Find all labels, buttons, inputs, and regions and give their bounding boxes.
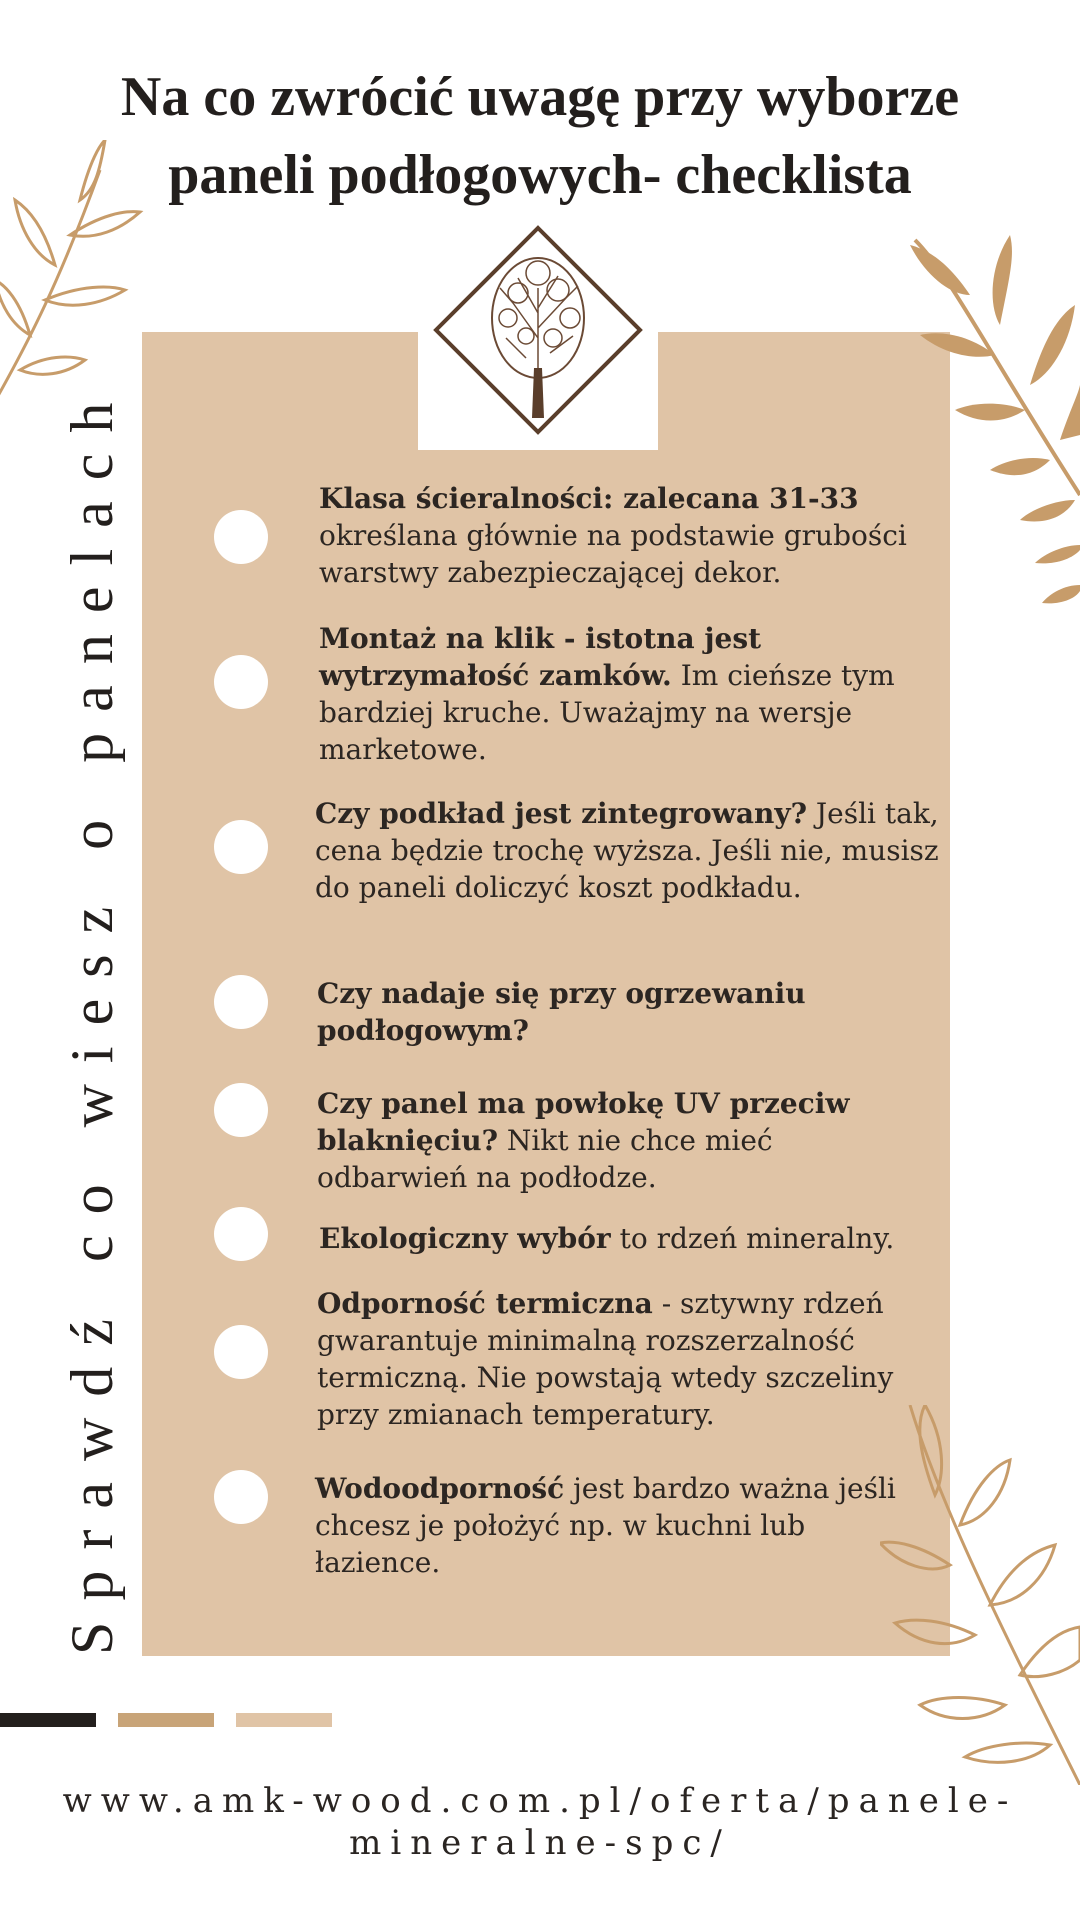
side-heading: Sprawdź co wiesz o panelach xyxy=(59,381,125,1655)
checklist-bullet[interactable] xyxy=(214,1207,268,1261)
item-description: - sztywny rdzeń gwarantuje minimalną rozszerzalność termiczną. Nie powstają wtedy szczeliny przy zmianach temperatury. xyxy=(317,1287,894,1431)
tree-logo-icon xyxy=(418,218,658,450)
checklist-item xyxy=(319,620,919,768)
checklist-item xyxy=(317,975,837,1049)
item-title: Czy panel ma powłokę UV przeciw blaknięciu? xyxy=(317,1087,850,1157)
item-title: Ekologiczny wybór xyxy=(319,1222,611,1255)
item-title: Wodoodporność xyxy=(315,1472,565,1505)
item-title: Czy nadaje się przy ogrzewaniu podłogowym? xyxy=(317,977,806,1047)
item-title: Odporność termiczna xyxy=(317,1287,653,1320)
checklist-item xyxy=(317,1285,917,1433)
item-description: Nikt nie chce mieć odbarwień na podłodze. xyxy=(317,1124,773,1194)
checklist-bullet[interactable] xyxy=(214,975,268,1029)
title-line-1: Na co zwrócić uwagę przy wyborze xyxy=(120,66,960,128)
url-line-1: www.amk-wood.com.pl/oferta/panele- xyxy=(62,1781,1018,1821)
item-description: jest bardzo ważna jeśli chcesz je położyć np. w kuchni lub łazience. xyxy=(315,1472,896,1579)
item-description: określana głównie na podstawie grubości warstwy zabezpieczającej dekor. xyxy=(319,519,907,589)
title-line-2: paneli podłogowych- checklista xyxy=(168,144,912,206)
divider-bar-dark xyxy=(0,1713,96,1727)
checklist-item xyxy=(319,1220,959,1257)
checklist-bullet[interactable] xyxy=(214,1083,268,1137)
checklist-bullet[interactable] xyxy=(214,1470,268,1524)
item-description: Im cieńsze tym bardziej kruche. Uważajmy na wersje marketowe. xyxy=(319,659,895,766)
item-description: to rdzeń mineralny. xyxy=(619,1222,895,1255)
footer-url[interactable] xyxy=(40,1780,1040,1864)
checklist-bullet[interactable] xyxy=(214,1325,268,1379)
checklist-item xyxy=(315,1470,915,1581)
item-title: Klasa ścieralności: zalecana 31-33 xyxy=(319,482,859,515)
logo-box xyxy=(418,218,658,450)
leaf-branch-icon xyxy=(880,1405,1080,1785)
leaf-branch-icon xyxy=(0,140,150,410)
checklist-item xyxy=(319,480,959,591)
item-description: Jeśli tak, cena będzie trochę wyższa. Jeśli nie, musisz do paneli doliczyć koszt podkładu. xyxy=(315,797,939,904)
divider-bar-light xyxy=(236,1713,332,1727)
page-title xyxy=(40,58,1040,214)
checklist-bullet[interactable] xyxy=(214,510,268,564)
divider-bar-mid xyxy=(118,1713,214,1727)
item-title: Czy podkład jest zintegrowany? xyxy=(315,797,807,830)
checklist-bullet[interactable] xyxy=(214,820,268,874)
url-line-2: mineralne-spc/ xyxy=(349,1823,731,1863)
checklist-item xyxy=(315,795,945,906)
checklist-item xyxy=(317,1085,877,1196)
item-title: Montaż na klik - istotna jest wytrzymałość zamków. xyxy=(319,622,762,692)
checklist-bullet[interactable] xyxy=(214,655,268,709)
